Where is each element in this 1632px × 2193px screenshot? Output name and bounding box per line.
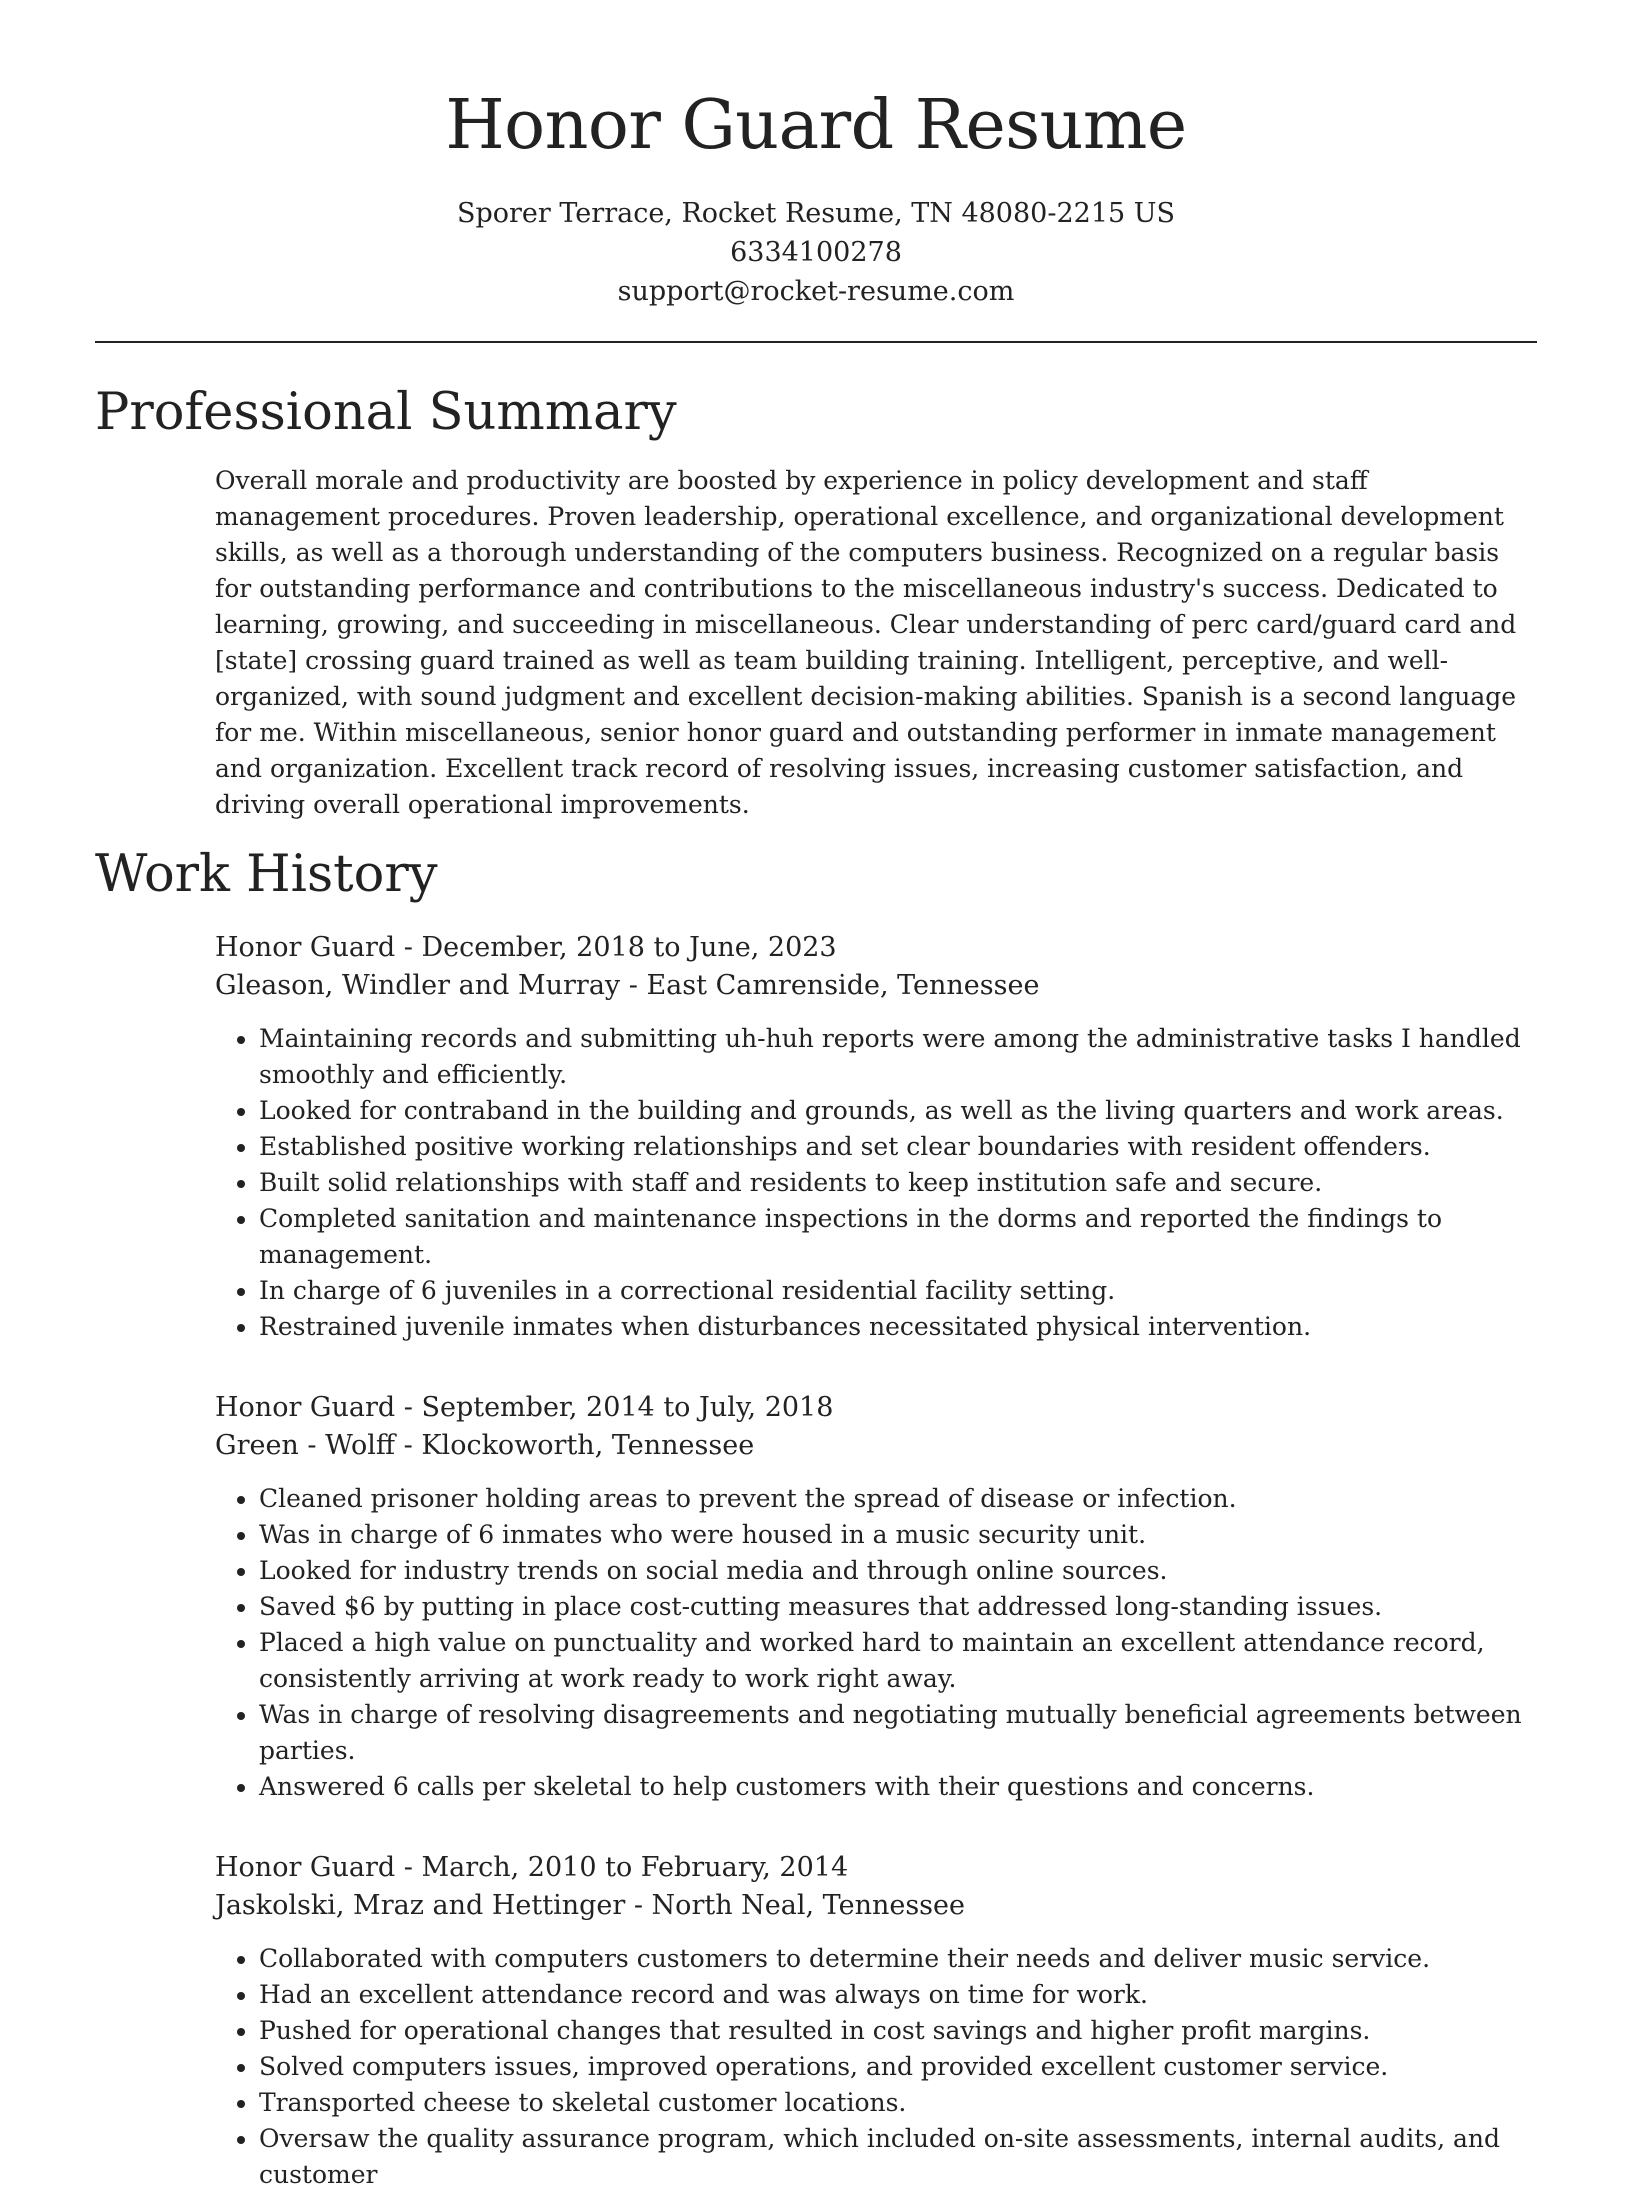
job-bullet-list (215, 1021, 1537, 1345)
job-bullet-item: • Looked for industry trends on social media and through online sources. (259, 1553, 1537, 1589)
job-bullet-item: • Maintaining records and submitting uh-huh reports were among the administrative tasks I handled smoothly and efficiently. (259, 1021, 1537, 1093)
job-bullet-item: • Looked for contraband in the building and grounds, as well as the living quarters and work areas. (259, 1093, 1537, 1129)
section-title-summary: Professional Summary (95, 383, 677, 442)
job-bullet-item: • Cleaned prisoner holding areas to prevent the spread of disease or infection. (259, 1481, 1537, 1517)
job-employer-line: Gleason, Windler and Murray - East Camrenside, Tennessee (215, 970, 1040, 1001)
job-bullet-item: • Answered 6 calls per skeletal to help customers with their questions and concerns. (259, 1769, 1537, 1805)
job-bullet-item: • Solved computers issues, improved operations, and provided excellent customer service. (259, 2049, 1537, 2085)
job-bullet-item: • In charge of 6 juveniles in a correctional residential facility setting. (259, 1273, 1537, 1309)
job-bullet-item: • Restrained juvenile inmates when disturbances necessitated physical intervention. (259, 1309, 1537, 1345)
job-title-line: Honor Guard - December, 2018 to June, 2023 (215, 932, 837, 963)
job-entry (215, 1389, 1537, 1805)
job-bullet-item: • Completed sanitation and maintenance inspections in the dorms and reported the findings to management. (259, 1201, 1537, 1273)
email-text: support@rocket-resume.com (617, 276, 1015, 307)
job-employer-line: Green - Wolff - Klockoworth, Tennessee (215, 1430, 755, 1461)
job-bullet-item: • Pushed for operational changes that resulted in cost savings and higher profit margins. (259, 2013, 1537, 2049)
header-divider (95, 341, 1537, 343)
job-entry (215, 929, 1537, 1345)
section-title-work-history: Work History (95, 845, 438, 904)
job-bullet-item: • Established positive working relationships and set clear boundaries with resident offenders. (259, 1129, 1537, 1165)
job-bullet-item: • Built solid relationships with staff and residents to keep institution safe and secure. (259, 1165, 1537, 1201)
job-bullet-list (215, 1941, 1537, 2193)
job-title-line: Honor Guard - September, 2014 to July, 2018 (215, 1392, 834, 1423)
resume-title: Honor Guard Resume (445, 86, 1187, 165)
job-bullet-item: • Had an excellent attendance record and was always on time for work. (259, 1977, 1537, 2013)
resume-header (95, 0, 1537, 311)
job-bullet-item: • Saved $6 by putting in place cost-cutting measures that addressed long-standing issues. (259, 1589, 1537, 1625)
job-bullet-item: • Placed a high value on punctuality and worked hard to maintain an excellent attendance record, consistently arriving at work ready to work right away. (259, 1625, 1537, 1697)
phone-text: 6334100278 (730, 237, 902, 268)
job-employer-line: Jaskolski, Mraz and Hettinger - North Neal, Tennessee (215, 1890, 965, 1921)
summary-section (215, 463, 1537, 823)
job-bullet-item: • Collaborated with computers customers to determine their needs and deliver music service. (259, 1941, 1537, 1977)
job-bullet-list (215, 1481, 1537, 1805)
job-bullet-item: • Was in charge of resolving disagreements and negotiating mutually beneficial agreements between parties. (259, 1697, 1537, 1769)
job-entry (215, 1849, 1537, 2193)
work-history-section (215, 929, 1537, 2193)
job-bullet-item: • Oversaw the quality assurance program, which included on-site assessments, internal audits, and customer (259, 2121, 1537, 2193)
address-text: Sporer Terrace, Rocket Resume, TN 48080-2215 US (456, 198, 1176, 229)
job-bullet-item: • Was in charge of 6 inmates who were housed in a music security unit. (259, 1517, 1537, 1553)
job-bullet-item: • Transported cheese to skeletal customer locations. (259, 2085, 1537, 2121)
job-title-line: Honor Guard - March, 2010 to February, 2014 (215, 1852, 849, 1883)
contact-block (95, 194, 1537, 311)
summary-text: Overall morale and productivity are boosted by experience in policy development and staff management procedures. Proven leadership, operational excellence, and organizational development skills, as well as a thorough understanding of the computers business. Recognized on a regular basis for outstanding performance and contributions to the miscellaneous industry's success. Dedicated to learning, growing, and succeeding in miscellaneous. Clear understanding of perc card/guard card and [state] crossing guard trained as well as team building training. Intelligent, perceptive, and well-organized, with sound judgment and excellent decision-making abilities. Spanish is a second language for me. Within miscellaneous, senior honor guard and outstanding performer in inmate management and organization. Excellent track record of resolving issues, increasing customer satisfaction, and driving overall operational improvements. (215, 466, 1517, 819)
